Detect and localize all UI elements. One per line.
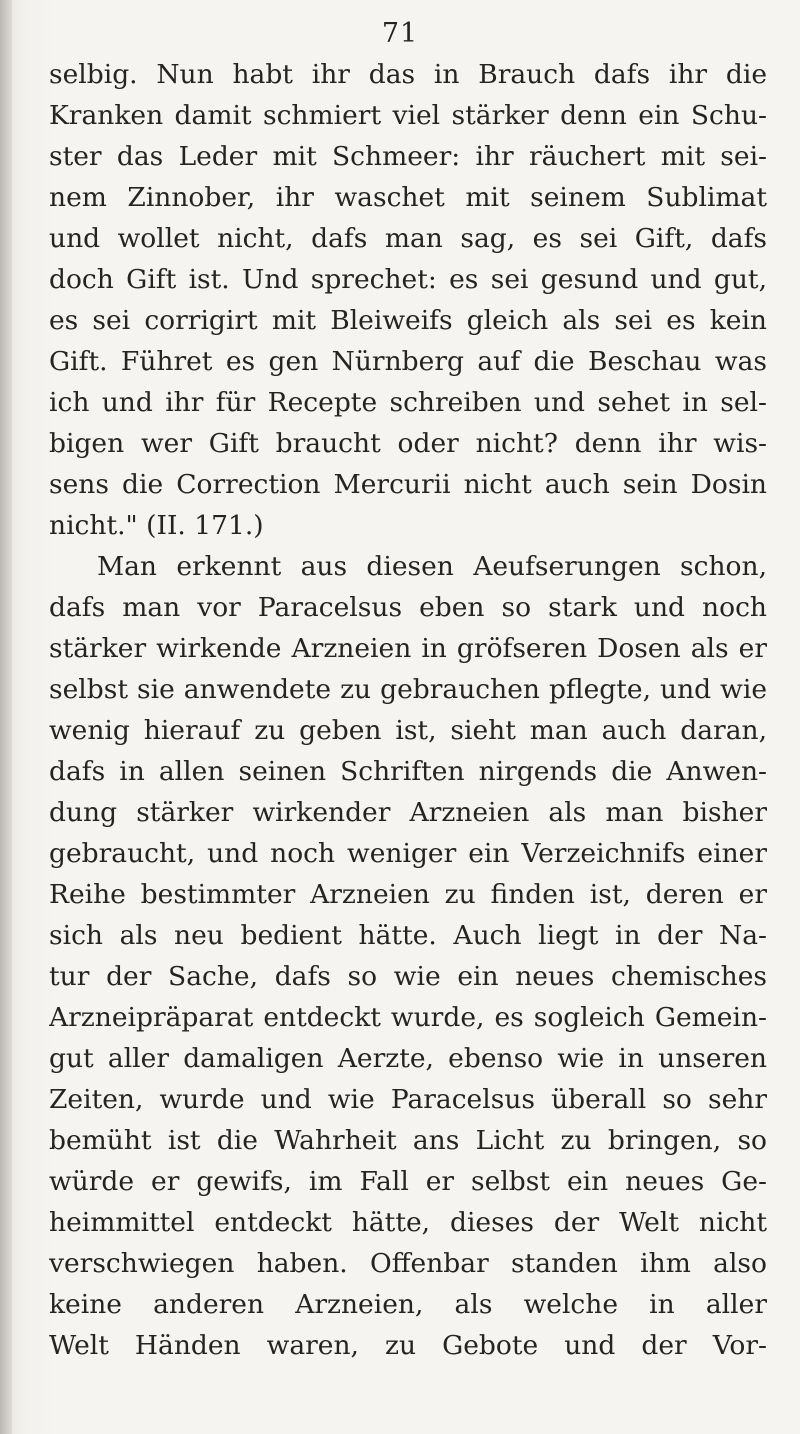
text-line: dung stärker wirkender Arzneien als man bisher (49, 797, 767, 828)
text-line: keine anderen Arzneien, als welche in aller (49, 1289, 767, 1320)
text-line: tur der Sache, dafs so wie ein neues chemisches (49, 961, 767, 992)
text-line: verschwiegen haben. Offenbar standen ihm also (49, 1248, 767, 1279)
text-line: stärker wirkende Arzneien in gröfseren Dosen als er (49, 633, 767, 664)
text-line: ich und ihr für Recepte schreiben und sehet in sel- (49, 387, 767, 418)
text-line: Zeiten, wurde und wie Paracelsus überall so sehr (49, 1084, 767, 1115)
text-line: gut aller damaligen Aerzte, ebenso wie in unseren (49, 1043, 767, 1074)
text-line: bemüht ist die Wahrheit ans Licht zu bringen, so (49, 1125, 767, 1156)
text-line: ster das Leder mit Schmeer: ihr räuchert mit sei- (49, 141, 767, 172)
text-line: selbst sie anwendete zu gebrauchen pflegte, und wie (49, 674, 767, 705)
text-line: selbig. Nun habt ihr das in Brauch dafs ihr die (49, 59, 767, 90)
text-line: Reihe bestimmter Arzneien zu finden ist, deren er (49, 879, 767, 910)
page-number: 71 (381, 18, 419, 49)
text-line: würde er gewifs, im Fall er selbst ein neues Ge- (49, 1166, 767, 1197)
text-line: es sei corrigirt mit Bleiweifs gleich als sei es kein (49, 305, 767, 336)
text-line: Arzneipräparat entdeckt wurde, es sogleich Gemein- (49, 1002, 767, 1033)
text-line: doch Gift ist. Und sprechet: es sei gesund und gut, (49, 264, 767, 295)
text-line: sich als neu bedient hätte. Auch liegt in der Na- (49, 920, 767, 951)
text-line: dafs in allen seinen Schriften nirgends die Anwen- (49, 756, 767, 787)
text-line: heimmittel entdeckt hätte, dieses der Welt nicht (49, 1207, 767, 1238)
body-text (49, 54, 767, 1366)
text-line: Welt Händen waren, zu Gebote und der Vor- (49, 1330, 767, 1361)
text-line: sens die Correction Mercurii nicht auch sein Dosin (49, 469, 767, 500)
text-line: dafs man vor Paracelsus eben so stark und noch (49, 592, 767, 623)
text-line: Gift. Führet es gen Nürnberg auf die Beschau was (49, 346, 767, 377)
text-line: wenig hierauf zu geben ist, sieht man auch daran, (49, 715, 767, 746)
text-line: und wollet nicht, dafs man sag, es sei Gift, dafs (49, 223, 767, 254)
text-line: gebraucht, und noch weniger ein Verzeichnifs einer (49, 838, 767, 869)
page-binding-edge (0, 0, 12, 1434)
paragraph-start-line: Man erkennt aus diesen Aeufserungen schon, (97, 551, 767, 582)
text-line: bigen wer Gift braucht oder nicht? denn ihr wis- (49, 428, 767, 459)
paragraph-end-line: nicht." (II. 171.) (49, 510, 264, 541)
text-line: Kranken damit schmiert viel stärker denn ein Schu- (49, 100, 767, 131)
text-line: nem Zinnober, ihr waschet mit seinem Sublimat (49, 182, 767, 213)
